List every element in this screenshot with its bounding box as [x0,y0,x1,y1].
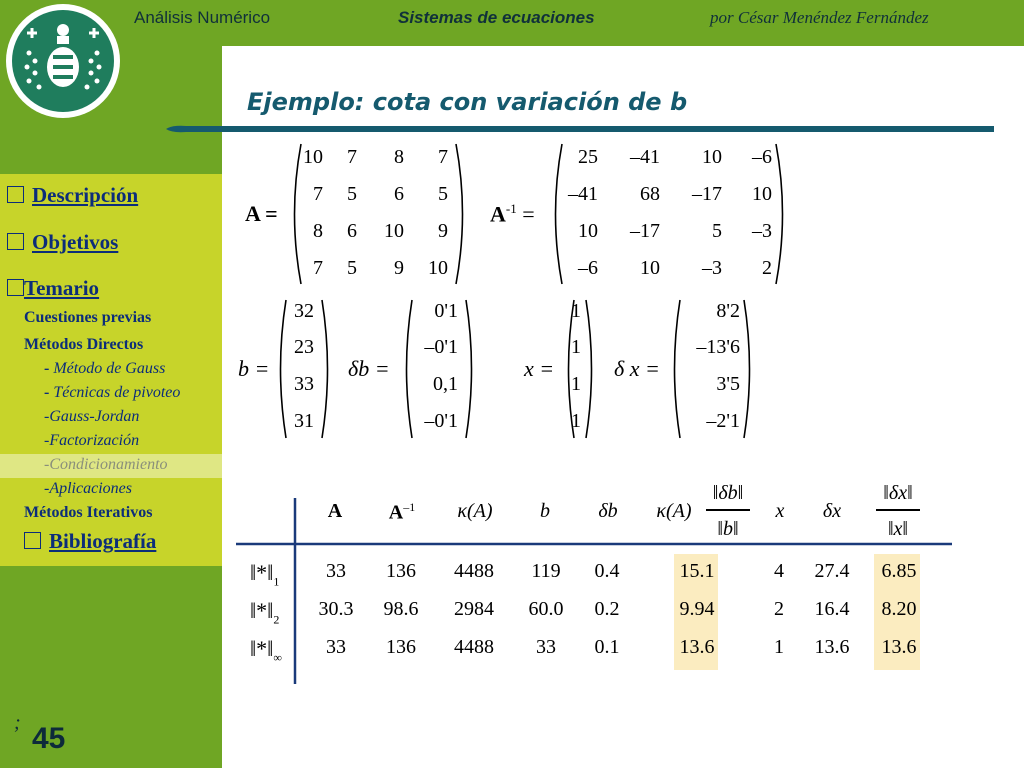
vector-b-cell: 23 [294,336,314,358]
header-rel-denominator: ‖x‖ [887,518,909,540]
matrix-ainv-cell: 10 [578,220,598,242]
table-cell: 6.85 [881,560,917,582]
menu-objetivos-label: Objetivos [32,230,119,254]
vector-db-cell: 0'1 [434,300,458,322]
vector-x-cell: 1 [571,373,581,395]
vector-dx-label: δ x = [614,356,660,381]
vector-x-right-bracket [582,298,600,440]
checkbox-icon [7,233,24,250]
matrix-a-cell: 5 [347,257,357,279]
vector-dx-right-bracket [740,298,758,440]
matrix-a-cell: 8 [313,220,323,242]
matrix-a-cell: 5 [438,183,448,205]
table-cell: 9.94 [679,598,715,620]
matrix-a-cell: 7 [313,257,323,279]
matrix-ainv-cell: –41 [630,146,660,168]
matrix-a-cell: 6 [394,183,404,205]
matrix-ainv-right-bracket [772,142,792,286]
matrix-ainv-cell: 68 [640,183,660,205]
vector-x-cell: 1 [571,410,581,432]
university-logo [5,3,121,119]
row-label-norm-2: $‖*‖_2$ [250,598,280,627]
vector-db-cell: –0'1 [424,410,458,432]
header-dx: δx [822,500,842,522]
menu-prefix: - [44,384,54,401]
matrix-ainv-label: $A^{-1}$ = [490,201,535,227]
vector-b-cell: 32 [294,300,314,322]
matrix-ainv-cell: –6 [578,257,598,279]
header-ratio-numerator: ‖δb‖ [712,482,744,504]
menu-tecnicas-pivoteo-label: Técnicas de pivoteo [53,384,181,401]
table-cell: 1 [774,636,784,658]
matrix-ainv-cell: 2 [762,257,772,279]
vector-dx-cell: –13'6 [696,336,740,358]
topic-name: Sistemas de ecuaciones [398,8,595,27]
menu-prefix: - [44,360,54,377]
menu-condicionamiento[interactable]: -Condicionamiento [44,456,168,473]
vector-db-right-bracket [462,298,480,440]
table-cell: 15.1 [679,560,715,582]
table-cell: 33 [326,636,346,658]
table-cell: 0.2 [594,598,620,620]
vector-db-cell: –0'1 [424,336,458,358]
table-cell: 0.4 [594,560,620,582]
matrix-a-cell: 10 [303,146,323,168]
menu-metodo-gauss-label: Método de Gauss [53,360,166,377]
matrix-ainv-cell: –6 [752,146,772,168]
menu-objetivos[interactable] [7,230,118,255]
matrix-ainv-cell: 10 [640,257,660,279]
matrix-ainv-cell: –17 [630,220,660,242]
matrix-ainv-cell: –3 [752,220,772,242]
menu-temario-label: Temario [24,276,100,300]
row-label-norm-inf: $‖*‖_\infty$ [250,636,282,665]
vector-b-right-bracket [318,298,336,440]
header-a: A [327,500,343,522]
menu-metodos-directos[interactable]: Métodos Directos [24,336,144,353]
menu-metodo-gauss[interactable] [44,360,165,378]
slide-number: 45 [32,722,66,755]
menu-gauss-jordan[interactable]: -Gauss-Jordan [44,408,140,425]
matrix-a-label: A = [245,201,278,226]
matrix-a-cell: 7 [438,146,448,168]
menu-aplicaciones[interactable]: -Aplicaciones [44,480,132,497]
table-cell: 119 [531,560,561,582]
vector-x-cell: 1 [571,300,581,322]
vector-b-cell: 33 [294,373,314,395]
table-cell: 4488 [454,636,494,658]
matrix-a-cell: 8 [394,146,404,168]
header-rel-numerator: ‖δx‖ [883,482,913,504]
table-cell: 136 [386,560,416,582]
menu-descripcion[interactable] [7,183,138,208]
vector-b-cell: 31 [294,410,314,432]
menu-factorizacion[interactable]: -Factorización [44,432,140,449]
table-cell: 98.6 [383,598,419,620]
row-label-norm-1: $‖*‖_1$ [250,560,280,589]
checkbox-icon [24,532,41,549]
matrix-a-cell: 5 [347,183,357,205]
header-ratio-denominator: ‖b‖ [717,518,739,540]
matrix-ainv-cell: –17 [692,183,722,205]
course-name: Análisis Numérico [134,8,271,27]
slide-mark: ; [14,712,21,734]
vector-db-cell: 0,1 [433,373,458,395]
table-cell: 8.20 [881,598,917,620]
matrix-a-cell: 6 [347,220,357,242]
vector-b-label: b = [238,356,270,381]
checkbox-icon [7,279,24,296]
header-ainv: $A^{-1}$ [388,500,416,524]
menu-cuestiones-previas[interactable]: Cuestiones previas [24,309,152,326]
table-cell: 16.4 [814,598,850,620]
header-rel-fraction-bar [876,509,920,511]
menu-temario[interactable] [7,276,99,301]
matrix-ainv-cell: 10 [752,183,772,205]
vector-db-label: δb = [348,356,390,381]
matrix-ainv-cell: –3 [702,257,722,279]
table-cell: 0.1 [594,636,620,658]
matrix-a-cell: 7 [313,183,323,205]
table-cell: 2 [774,598,784,620]
header-b: b [540,500,550,522]
table-cell: 13.6 [881,636,917,658]
table-cell: 60.0 [528,598,564,620]
matrix-ainv-cell: 5 [712,220,722,242]
vector-dx-cell: –2'1 [706,410,740,432]
table-cell: 33 [536,636,556,658]
checkbox-icon [7,186,24,203]
table-cell: 4488 [454,560,494,582]
matrix-a-cell: 7 [347,146,357,168]
menu-bibliografia[interactable] [24,529,156,554]
header-ratio-fraction-bar [706,509,750,511]
menu-metodos-iterativos[interactable]: Métodos Iterativos [24,504,153,521]
header-db: δb [598,500,618,522]
matrix-a-cell: 9 [438,220,448,242]
matrix-a-cell: 10 [384,220,404,242]
menu-tecnicas-pivoteo[interactable] [44,384,180,402]
table-cell: 30.3 [318,598,354,620]
menu-descripcion-label: Descripción [32,183,139,207]
menu-bibliografia-label: Bibliografía [49,529,157,553]
matrix-ainv-cell: 25 [578,146,598,168]
vector-dx-cell: 3'5 [716,373,740,395]
matrix-a-right-bracket [452,142,472,286]
table-cell: 27.4 [814,560,850,582]
table-cell: 2984 [454,598,494,620]
header-x: x [775,500,785,522]
vector-x-cell: 1 [571,336,581,358]
author-name: por César Menéndez Fernández [710,8,929,27]
table-cell: 4 [774,560,784,582]
header-kappa: κ(A) [457,500,493,522]
matrix-ainv-cell: –41 [568,183,598,205]
title-underline [166,125,994,133]
vector-dx-cell: 8'2 [716,300,740,322]
matrix-a-cell: 10 [428,257,448,279]
slide-title: Ejemplo: cota con variación de b [247,88,688,116]
matrix-ainv-cell: 10 [702,146,722,168]
vector-x-label: x = [524,356,555,381]
table-cell: 136 [386,636,416,658]
matrix-a-cell: 9 [394,257,404,279]
table-cell: 13.6 [679,636,715,658]
table-cell: 13.6 [814,636,850,658]
table-cell: 33 [326,560,346,582]
header-kappa-ratio: κ(A) [656,500,692,522]
